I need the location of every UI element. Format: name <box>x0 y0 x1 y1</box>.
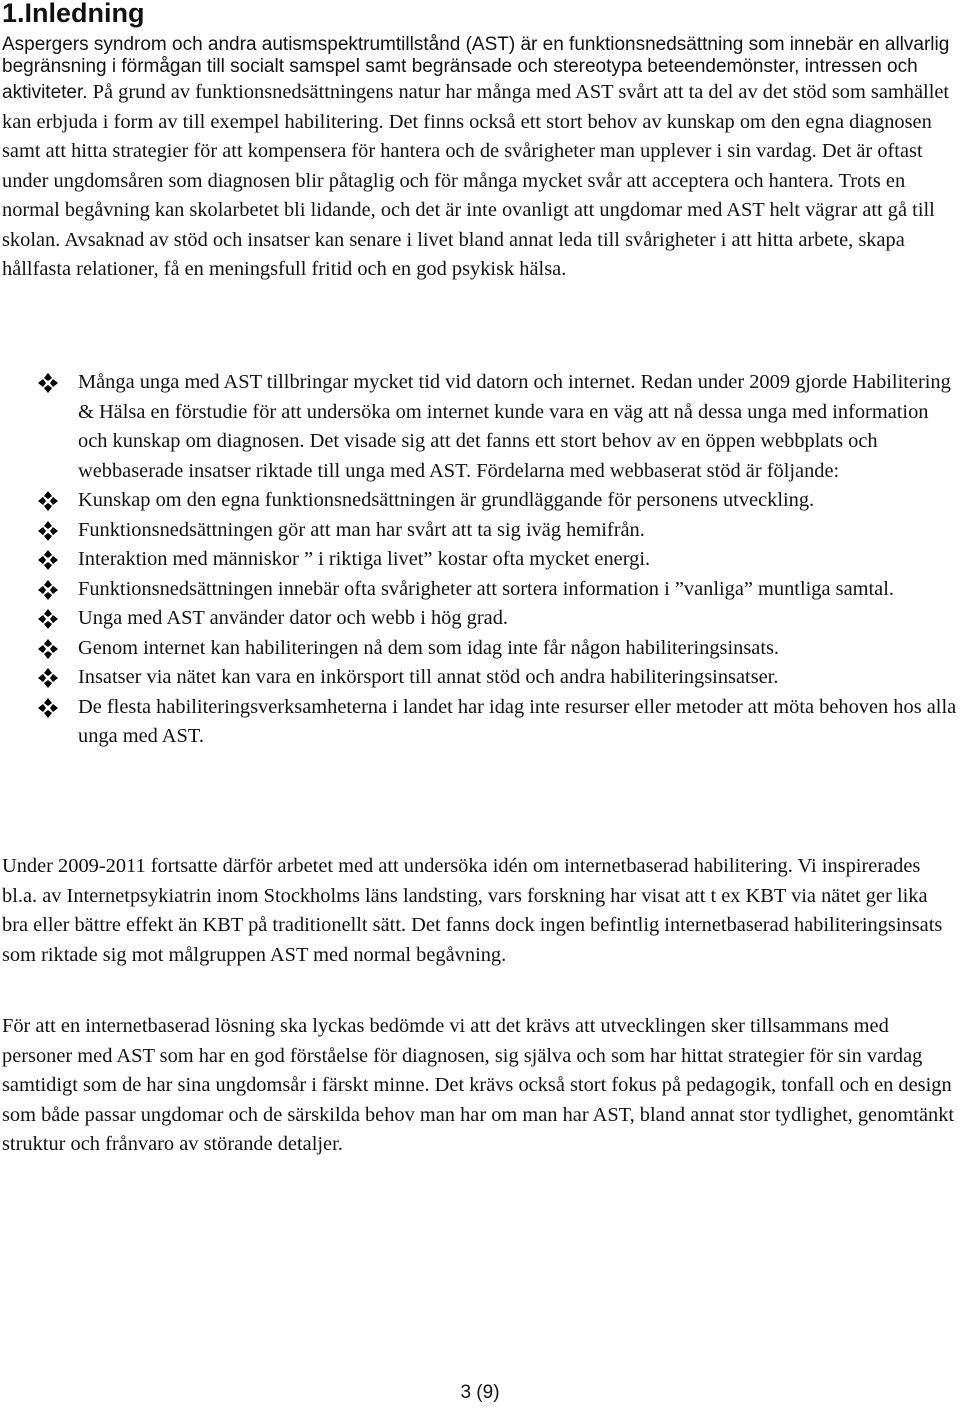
four-diamond-bullet-icon <box>38 668 58 688</box>
four-diamond-bullet-icon <box>38 698 58 718</box>
list-item <box>2 368 960 486</box>
bullet-text: Många unga med AST tillbringar mycket tid vid datorn och internet. Redan under 2009 gjorde Habilitering & Hälsa en förstudie för att undersöka om internet kunde vara en väg att nå dessa unga med information och kunskap om diagnosen. Det visade sig att det fanns ett stort behov av en öppen webbplats och webbaserade insatser riktade till unga med AST. Fördelarna med webbaserat stöd är följande: <box>78 371 951 482</box>
intro-paragraph <box>2 34 958 285</box>
bullet-text: Funktionsnedsättningen gör att man har svårt att ta sig iväg hemifrån. <box>78 518 645 541</box>
bullet-text: Funktionsnedsättningen innebär ofta svårigheter att sortera information i ”vanliga” muntliga samtal. <box>78 577 894 600</box>
intro-serif-text: På grund av funktionsnedsättningens natur har många med AST svårt att ta del av det stöd som samhället kan erbjuda i form av till exempel habilitering. Det finns också ett stort behov av kunskap om den egna diagnosen samt att hitta strategier för att kompensera för hantera och de svårigheter man upplever i sin vardag. Det är oftast under ungdomsåren som diagnosen blir påtaglig och för många mycket svår att acceptera och hantera. Trots en normal begåvning kan skolarbetet bli lidande, och det är inte ovanligt att ungdomar med AST helt vägrar att gå till skolan. Avsaknad av stöd och insatser kan senare i livet bland annat leda till svårigheter i att hitta arbete, skapa hållfasta relationer, få en meningsfull fritid och en god psykisk hälsa. <box>2 81 950 280</box>
four-diamond-bullet-icon <box>38 550 58 570</box>
bullet-text: Kunskap om den egna funktionsnedsättningen är grundläggande för personens utveckling. <box>78 489 815 511</box>
list-item <box>2 634 960 664</box>
intro-sans-text: Aspergers syndrom och andra autismspektrumtillstånd (AST) är en funktionsnedsättning som innebär en allvarlig begränsning i förmågan till socialt samspel samt begränsade och stereotypa beteendemönster, intressen och aktiviteter. <box>2 34 950 103</box>
body-paragraph-2: Under 2009-2011 fortsatte därför arbetet med att undersöka idén om internetbaserad habilitering. Vi inspirerades bl.a. av Internetpsykiatrin inom Stockholms läns landsting, vars forskning har visat att t ex KBT via nätet ger lika bra eller bättre effekt än KBT på traditionellt sätt. Det fanns dock ingen befintlig internetbaserad habiliteringsinsats som riktade sig mot målgruppen AST med normal begåvning. <box>2 855 943 966</box>
bullet-text: Genom internet kan habiliteringen nå dem som idag inte får någon habiliteringsinsats. <box>78 636 780 659</box>
list-item <box>2 663 960 693</box>
four-diamond-bullet-icon <box>38 639 58 659</box>
list-item <box>2 604 960 634</box>
four-diamond-bullet-icon <box>38 373 58 393</box>
bullet-text: Insatser via nätet kan vara en inkörsport till annat stöd och andra habiliteringsinsatser. <box>78 666 779 688</box>
bullet-text: Unga med AST använder dator och webb i hög grad. <box>78 607 508 629</box>
section-heading: 1.Inledning <box>2 0 145 28</box>
bullet-text: Interaktion med människor ” i riktiga livet” kostar ofta mycket energi. <box>78 548 651 570</box>
list-item <box>2 693 960 752</box>
list-item <box>2 486 960 516</box>
list-item <box>2 516 960 546</box>
four-diamond-bullet-icon <box>38 609 58 629</box>
bullet-text: De flesta habiliteringsverksamheterna i landet har idag inte resurser eller metoder att möta behoven hos alla unga med AST. <box>78 695 957 747</box>
four-diamond-bullet-icon <box>38 521 58 541</box>
list-item <box>2 545 960 575</box>
page-number: 3 (9) <box>460 1382 500 1403</box>
bullet-list <box>2 368 960 752</box>
list-item <box>2 575 960 605</box>
four-diamond-bullet-icon <box>38 580 58 600</box>
four-diamond-bullet-icon <box>38 491 58 511</box>
body-paragraph-3: För att en internetbaserad lösning ska lyckas bedömde vi att det krävs att utvecklingen sker tillsammans med personer med AST som har en god förståelse för diagnosen, sig själva och som har hittat strategier för sin vardag samtidigt som de har sina ungdomsår i färskt minne. Det krävs också stort fokus på pedagogik, tonfall och en design som både passar ungdomar och de särskilda behov man har om man har AST, bland annat stor tydlighet, genomtänkt struktur och frånvaro av störande detaljer. <box>2 1015 955 1155</box>
